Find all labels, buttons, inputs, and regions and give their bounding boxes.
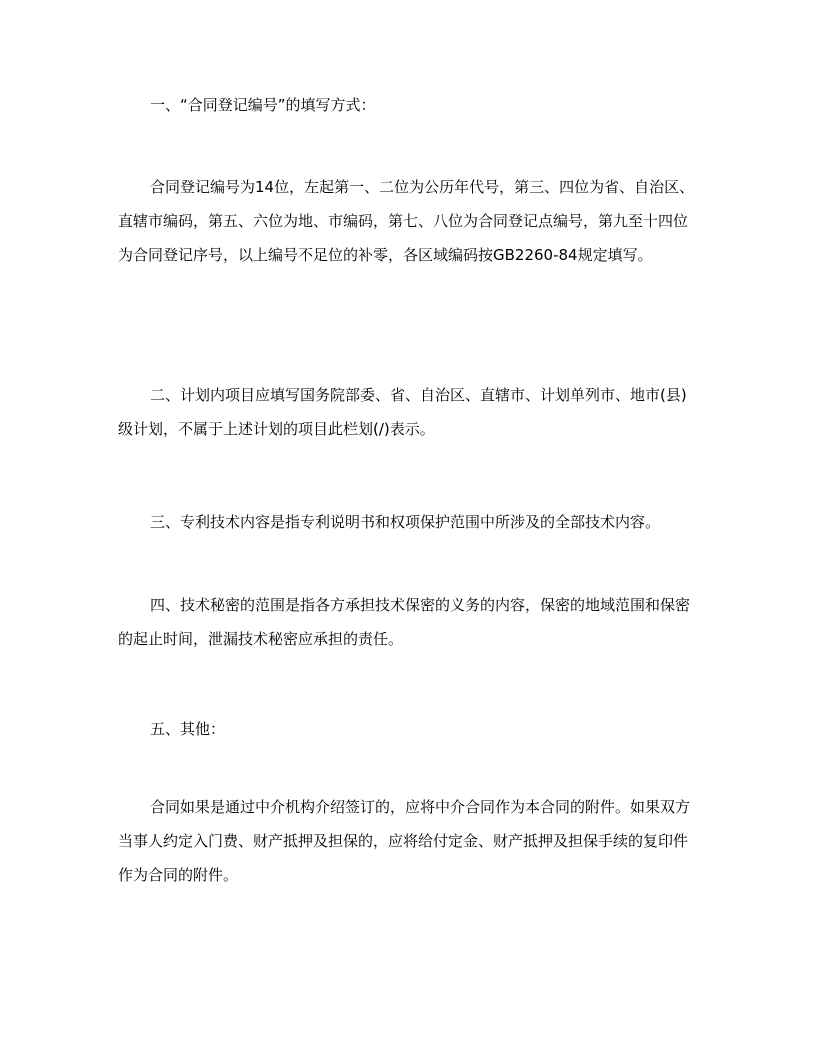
- paragraph-registration-number-rules: 合同登记编号为14位，左起第一、二位为公历年代号，第三、四位为省、自治区、直辖市编码，第五、六位为地、市编码，第七、八位为合同登记点编号，第九至十四位为合同登记序号，以上编号不足位的补零，各区域编码按GB2260-84规定填写。: [118, 178, 695, 264]
- section-heading-other: 五、其他：: [150, 720, 226, 738]
- paragraph-technical-secrets: 四、技术秘密的范围是指各方承担技术保密的义务的内容，保密的地域范围和保密的起止时间，泄漏技术秘密应承担的责任。: [118, 596, 691, 648]
- section-heading-registration-number: 一、“合同登记编号”的填写方式：: [150, 96, 376, 114]
- paragraph-intermediary-contract: 合同如果是通过中介机构介绍签订的，应将中介合同作为本合同的附件。如果双方当事人约定入门费、财产抵押及担保的，应将给付定金、财产抵押及担保手续的复印件作为合同的附件。: [118, 798, 691, 884]
- paragraph-planned-projects: 二、计划内项目应填写国务院部委、省、自治区、直辖市、计划单列市、地市(县)级计划，不属于上述计划的项目此栏划(/)表示。: [118, 386, 687, 438]
- paragraph-patent-content: 三、专利技术内容是指专利说明书和权项保护范围中所涉及的全部技术内容。: [150, 513, 661, 531]
